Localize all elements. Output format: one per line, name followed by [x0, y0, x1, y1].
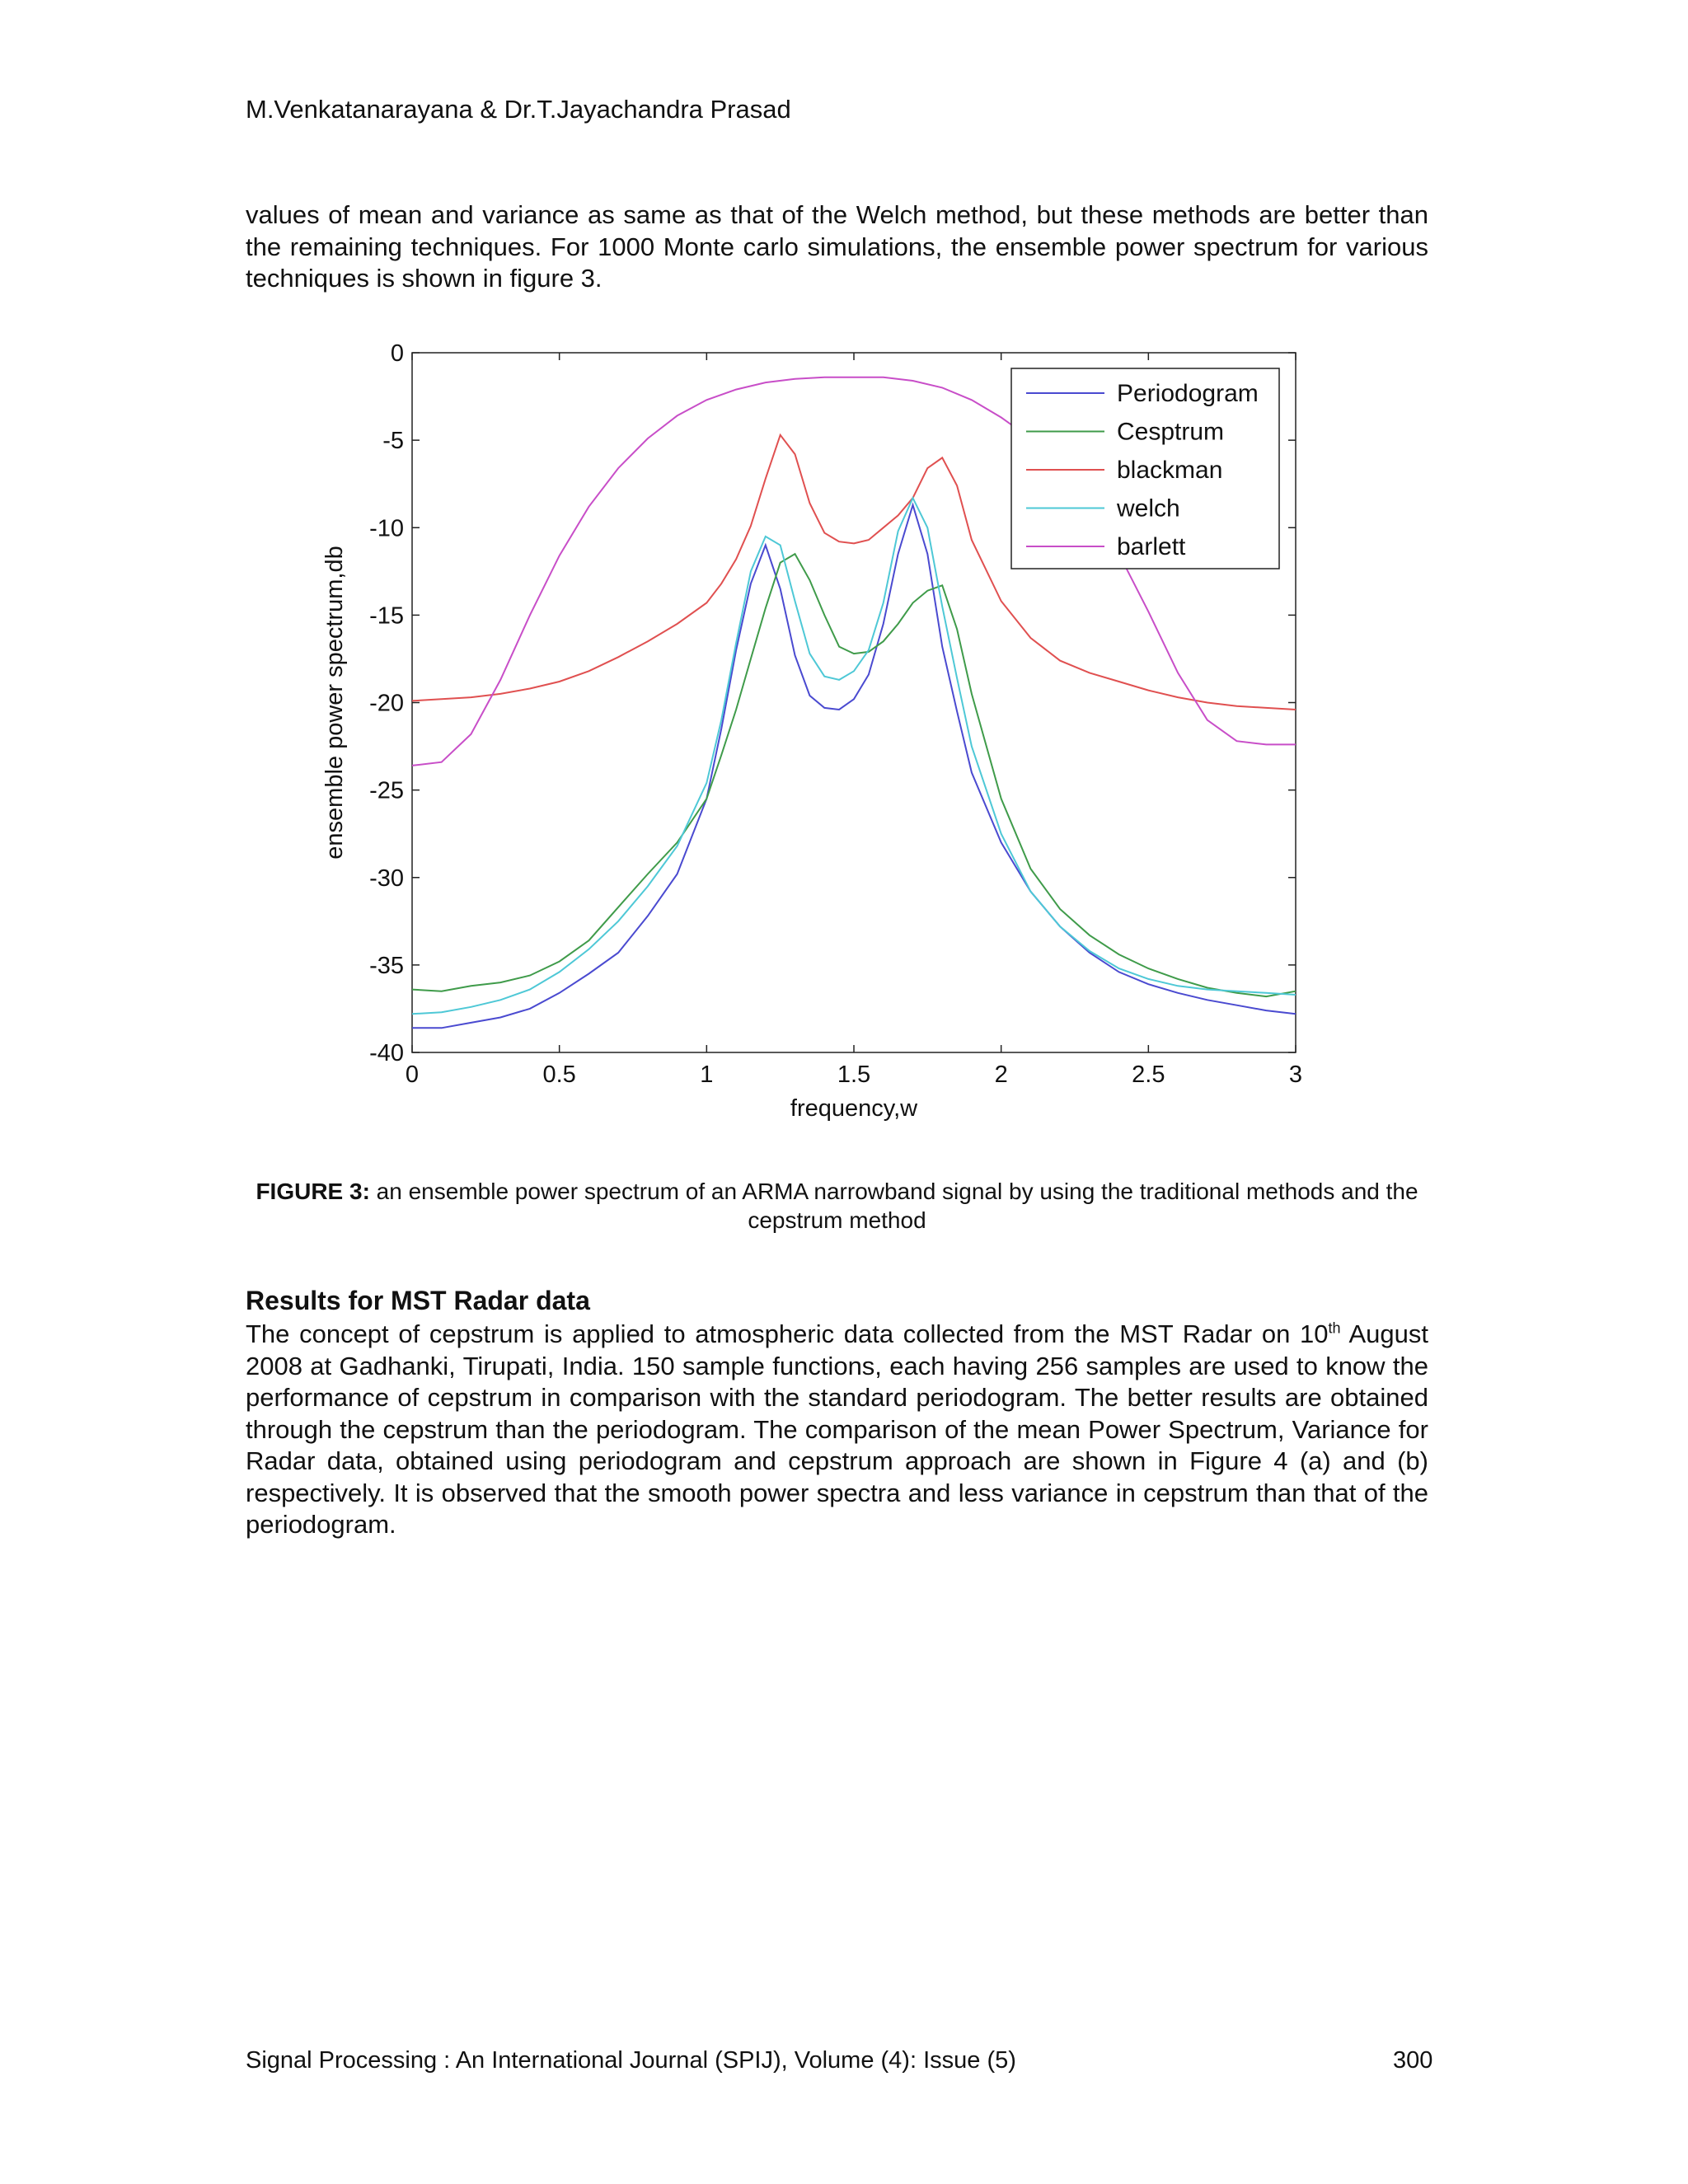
section-heading: Results for MST Radar data [246, 1286, 590, 1315]
legend-label: blackman [1117, 457, 1223, 484]
x-tick-label: 2.5 [1132, 1062, 1165, 1088]
footer-journal: Signal Processing : An International Journal (SPIJ), Volume (4): Issue (5) [246, 2047, 1016, 2074]
y-tick-label: 0 [390, 340, 404, 367]
body-paragraph-2 [246, 1319, 1428, 1541]
y-axis-label: ensemble power spectrum,db [321, 546, 348, 860]
x-tick-label: 0 [405, 1062, 420, 1088]
x-axis-label: frequency,w [790, 1095, 918, 1122]
running-header: M.Venkatanarayana & Dr.T.Jayachandra Prasad [246, 95, 791, 124]
y-tick-label: -30 [369, 865, 404, 892]
x-tick-label: 1 [700, 1062, 714, 1088]
legend-label: welch [1117, 494, 1180, 523]
x-tick-label: 2 [994, 1062, 1008, 1088]
y-tick-label: -10 [369, 515, 404, 542]
y-tick-label: -5 [382, 428, 404, 455]
legend-label: barlett [1117, 533, 1186, 560]
y-tick-label: -20 [369, 690, 404, 717]
figure-caption-label: FIGURE 3: [256, 1179, 370, 1204]
y-tick-label: -25 [369, 777, 404, 804]
section-superscript: th [1328, 1319, 1341, 1337]
section-text-part1: The concept of cepstrum is applied to atmospheric data collected from the MST Radar on 10 [246, 1319, 1329, 1348]
figure-caption [246, 1177, 1428, 1235]
x-tick-label: 3 [1288, 1062, 1303, 1088]
legend-label: Periodogram [1117, 380, 1259, 407]
footer-page-number: 300 [1393, 2047, 1433, 2074]
y-tick-label: -15 [369, 602, 404, 630]
body-paragraph-1: values of mean and variance as same as that of the Welch method, but these methods are better than the remaining techniques. For 1000 Monte carlo simulations, the ensemble power spectrum for various techniques is shown in figure 3. [246, 200, 1428, 293]
section-text-part2: August 2008 at Gadhanki, Tirupati, India. 150 sample functions, each having 256 samples are used to know the performance of cepstrum in comparison with the standard periodogram. The better results are obtained through the cepstrum than the periodogram. The comparison of the mean Power Spectrum, Variance for Radar data, obtained using periodogram and cepstrum approach are shown in Figure 4 (a) and (b) respectively. It is observed that the smooth power spectra and less variance in cepstrum than that of the periodogram. [246, 1319, 1429, 1539]
x-tick-label: 1.5 [837, 1062, 871, 1088]
x-tick-label: 0.5 [542, 1062, 576, 1088]
figure-caption-text: an ensemble power spectrum of an ARMA narrowband signal by using the traditional methods and the cepstrum method [369, 1179, 1418, 1233]
y-tick-label: -40 [369, 1040, 404, 1066]
y-tick-label: -35 [369, 952, 404, 979]
legend-label: Cesptrum [1117, 418, 1225, 446]
